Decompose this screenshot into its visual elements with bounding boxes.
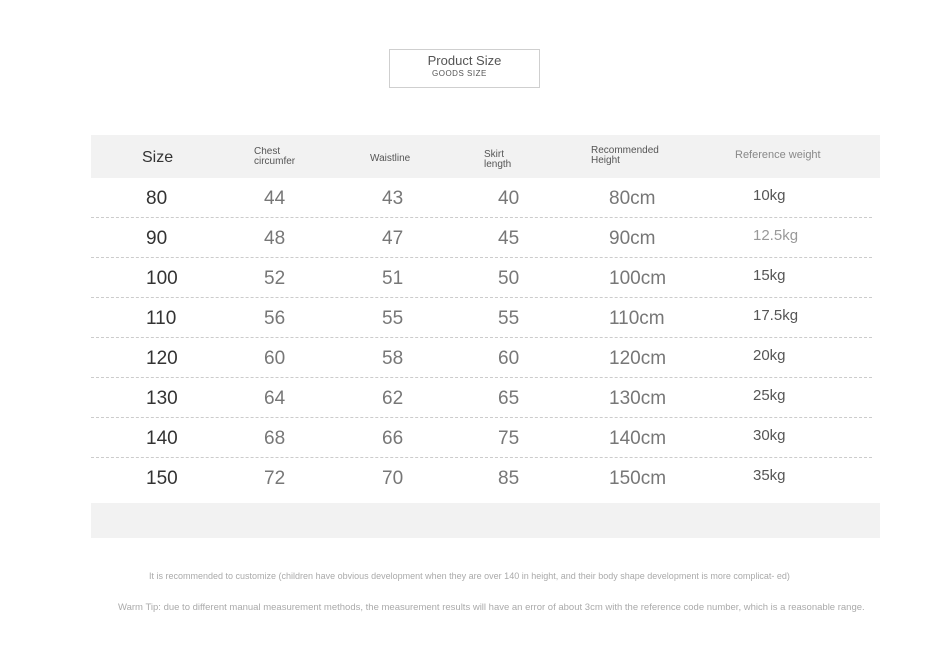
cell-chest: 52: [264, 268, 286, 289]
cell-height: 110cm: [609, 308, 665, 329]
cell-weight: 35kg: [753, 467, 786, 484]
header-waist: Waistline: [370, 153, 411, 164]
cell-height: 80cm: [609, 188, 656, 209]
cell-weight: 30kg: [753, 427, 786, 444]
table-row: [91, 258, 880, 298]
cell-height: 100cm: [609, 268, 667, 289]
cell-weight: 12.5kg: [753, 227, 799, 244]
cell-size: 130: [146, 388, 178, 409]
cell-skirt: 45: [498, 228, 520, 249]
table-row: [91, 298, 880, 338]
cell-chest: 68: [264, 428, 286, 449]
cell-chest: 60: [264, 348, 286, 369]
table-row: [91, 178, 880, 218]
warm-tip-note: Warm Tip: due to different manual measurement methods, the measurement results will have an error of about 3cm with the reference code number, which is a reasonable range.: [118, 602, 865, 613]
cell-waist: 55: [382, 308, 404, 329]
cell-skirt: 40: [498, 188, 520, 209]
cell-weight: 10kg: [753, 187, 786, 204]
cell-skirt: 55: [498, 308, 520, 329]
cell-size: 90: [146, 228, 168, 249]
cell-chest: 48: [264, 228, 286, 249]
cell-weight: 17.5kg: [753, 307, 799, 324]
table-row: [91, 338, 880, 378]
cell-waist: 62: [382, 388, 404, 409]
table-footer-bar: [91, 503, 880, 538]
cell-skirt: 50: [498, 268, 520, 289]
table-row: [91, 458, 880, 498]
cell-size: 100: [146, 268, 178, 289]
title-box: [389, 49, 540, 88]
customize-note: It is recommended to customize (children have obvious development when they are over 140 in height, and their body shape development is more complicat- ed): [149, 571, 790, 581]
page-subtitle: GOODS SIZE: [432, 69, 487, 78]
cell-chest: 72: [264, 468, 286, 489]
cell-skirt: 75: [498, 428, 520, 449]
header-chest: Chest circumfer: [254, 147, 296, 167]
size-table: [91, 135, 880, 498]
header-skirt: Skirt length: [484, 149, 512, 170]
page-title: Product Size: [427, 53, 502, 68]
cell-weight: 20kg: [753, 347, 786, 364]
cell-skirt: 65: [498, 388, 520, 409]
table-row: [91, 218, 880, 258]
cell-chest: 56: [264, 308, 286, 329]
header-weight: Reference weight: [735, 149, 821, 161]
table-body: [91, 178, 880, 498]
cell-weight: 25kg: [753, 387, 786, 404]
table-row: [91, 418, 880, 458]
cell-size: 140: [146, 428, 178, 449]
cell-waist: 70: [382, 468, 404, 489]
cell-waist: 66: [382, 428, 404, 449]
cell-weight: 15kg: [753, 267, 786, 284]
cell-size: 110: [146, 308, 177, 329]
cell-chest: 64: [264, 388, 286, 409]
cell-height: 130cm: [609, 388, 667, 409]
cell-height: 120cm: [609, 348, 667, 369]
table-header: [91, 135, 880, 178]
table-row: [91, 378, 880, 418]
cell-height: 140cm: [609, 428, 667, 449]
cell-waist: 47: [382, 228, 404, 249]
header-height: Recommended Height: [591, 145, 659, 166]
cell-height: 90cm: [609, 228, 656, 249]
cell-height: 150cm: [609, 468, 667, 489]
cell-size: 120: [146, 348, 178, 369]
cell-size: 80: [146, 188, 168, 209]
cell-skirt: 60: [498, 348, 520, 369]
cell-skirt: 85: [498, 468, 520, 489]
header-size: Size: [142, 149, 174, 166]
cell-chest: 44: [264, 188, 286, 209]
cell-size: 150: [146, 468, 178, 489]
cell-waist: 51: [382, 268, 404, 289]
cell-waist: 58: [382, 348, 404, 369]
cell-waist: 43: [382, 188, 404, 209]
